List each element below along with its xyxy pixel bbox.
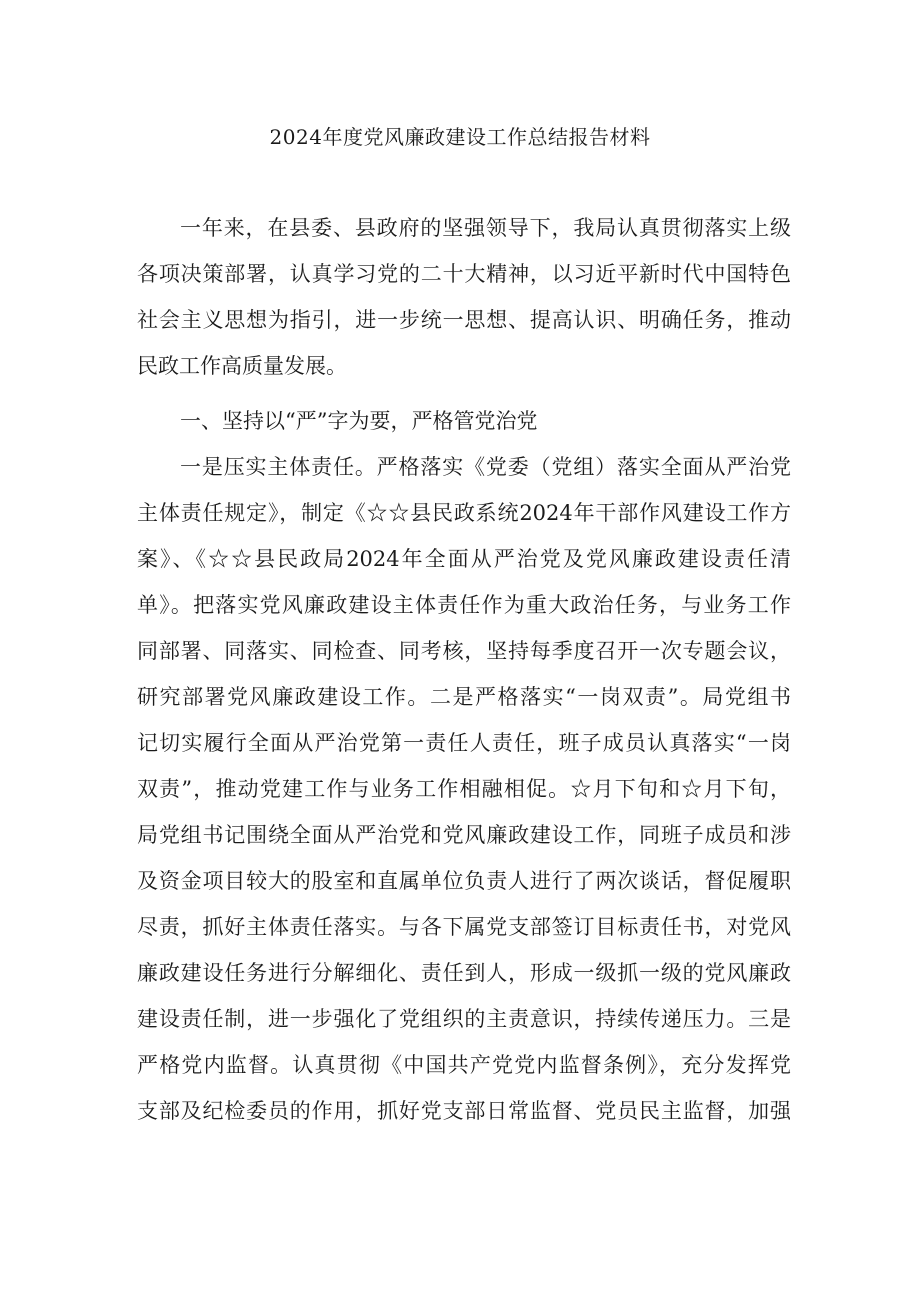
section-heading-1: 一、坚持以“严”字为要，严格管党治党 xyxy=(180,409,538,433)
paragraph-1-line-1: 一年来，在县委、县政府的坚强领导下，我局认真贯彻落实上级 xyxy=(180,216,791,240)
paragraph-2-line-13: 建设责任制，进一步强化了党组织的主责意识，持续传递压力。三是 xyxy=(137,1007,791,1031)
paragraph-1-line-4: 民政工作高质量发展。 xyxy=(137,354,347,378)
paragraph-2-line-15: 支部及纪检委员的作用，抓好党支部日常监督、党员民主监督，加强 xyxy=(137,1099,791,1123)
paragraph-1-line-3: 社会主义思想为指引，进一步统一思想、提高认识、明确任务，推动 xyxy=(137,308,791,332)
paragraph-2-line-8: 双责”，推动党建工作与业务工作相融相促。☆月下旬和☆月下旬， xyxy=(137,777,791,801)
paragraph-2-line-2: 主体责任规定》，制定《☆☆县民政系统2024年干部作风建设工作方 xyxy=(137,501,791,525)
paragraph-2-line-12: 廉政建设任务进行分解细化、责任到人，形成一级抓一级的党风廉政 xyxy=(137,961,791,985)
paragraph-2-line-11: 尽责，抓好主体责任落实。与各下属党支部签订目标责任书，对党风 xyxy=(137,915,791,939)
paragraph-2-line-9: 局党组书记围绕全面从严治党和党风廉政建设工作，同班子成员和涉 xyxy=(137,823,791,847)
paragraph-2-line-3: 案》、《☆☆县民政局2024年全面从严治党及党风廉政建设责任清 xyxy=(137,547,791,571)
paragraph-2-line-14: 严格党内监督。认真贯彻《中国共产党党内监督条例》，充分发挥党 xyxy=(137,1053,791,1077)
document-title: 2024年度党风廉政建设工作总结报告材料 xyxy=(269,125,651,149)
paragraph-1-line-2: 各项决策部署，认真学习党的二十大精神，以习近平新时代中国特色 xyxy=(137,262,791,286)
paragraph-2-line-4: 单》。把落实党风廉政建设主体责任作为重大政治任务，与业务工作 xyxy=(137,593,791,617)
paragraph-2-line-7: 记切实履行全面从严治党第一责任人责任，班子成员认真落实“一岗 xyxy=(137,731,791,755)
paragraph-2-line-6: 研究部署党风廉政建设工作。二是严格落实“一岗双责”。局党组书 xyxy=(137,685,791,709)
paragraph-2-line-5: 同部署、同落实、同检查、同考核，坚持每季度召开一次专题会议， xyxy=(137,639,791,663)
paragraph-2-line-10: 及资金项目较大的股室和直属单位负责人进行了两次谈话，督促履职 xyxy=(137,869,791,893)
paragraph-2-line-1: 一是压实主体责任。严格落实《党委（党组）落实全面从严治党 xyxy=(180,455,791,479)
